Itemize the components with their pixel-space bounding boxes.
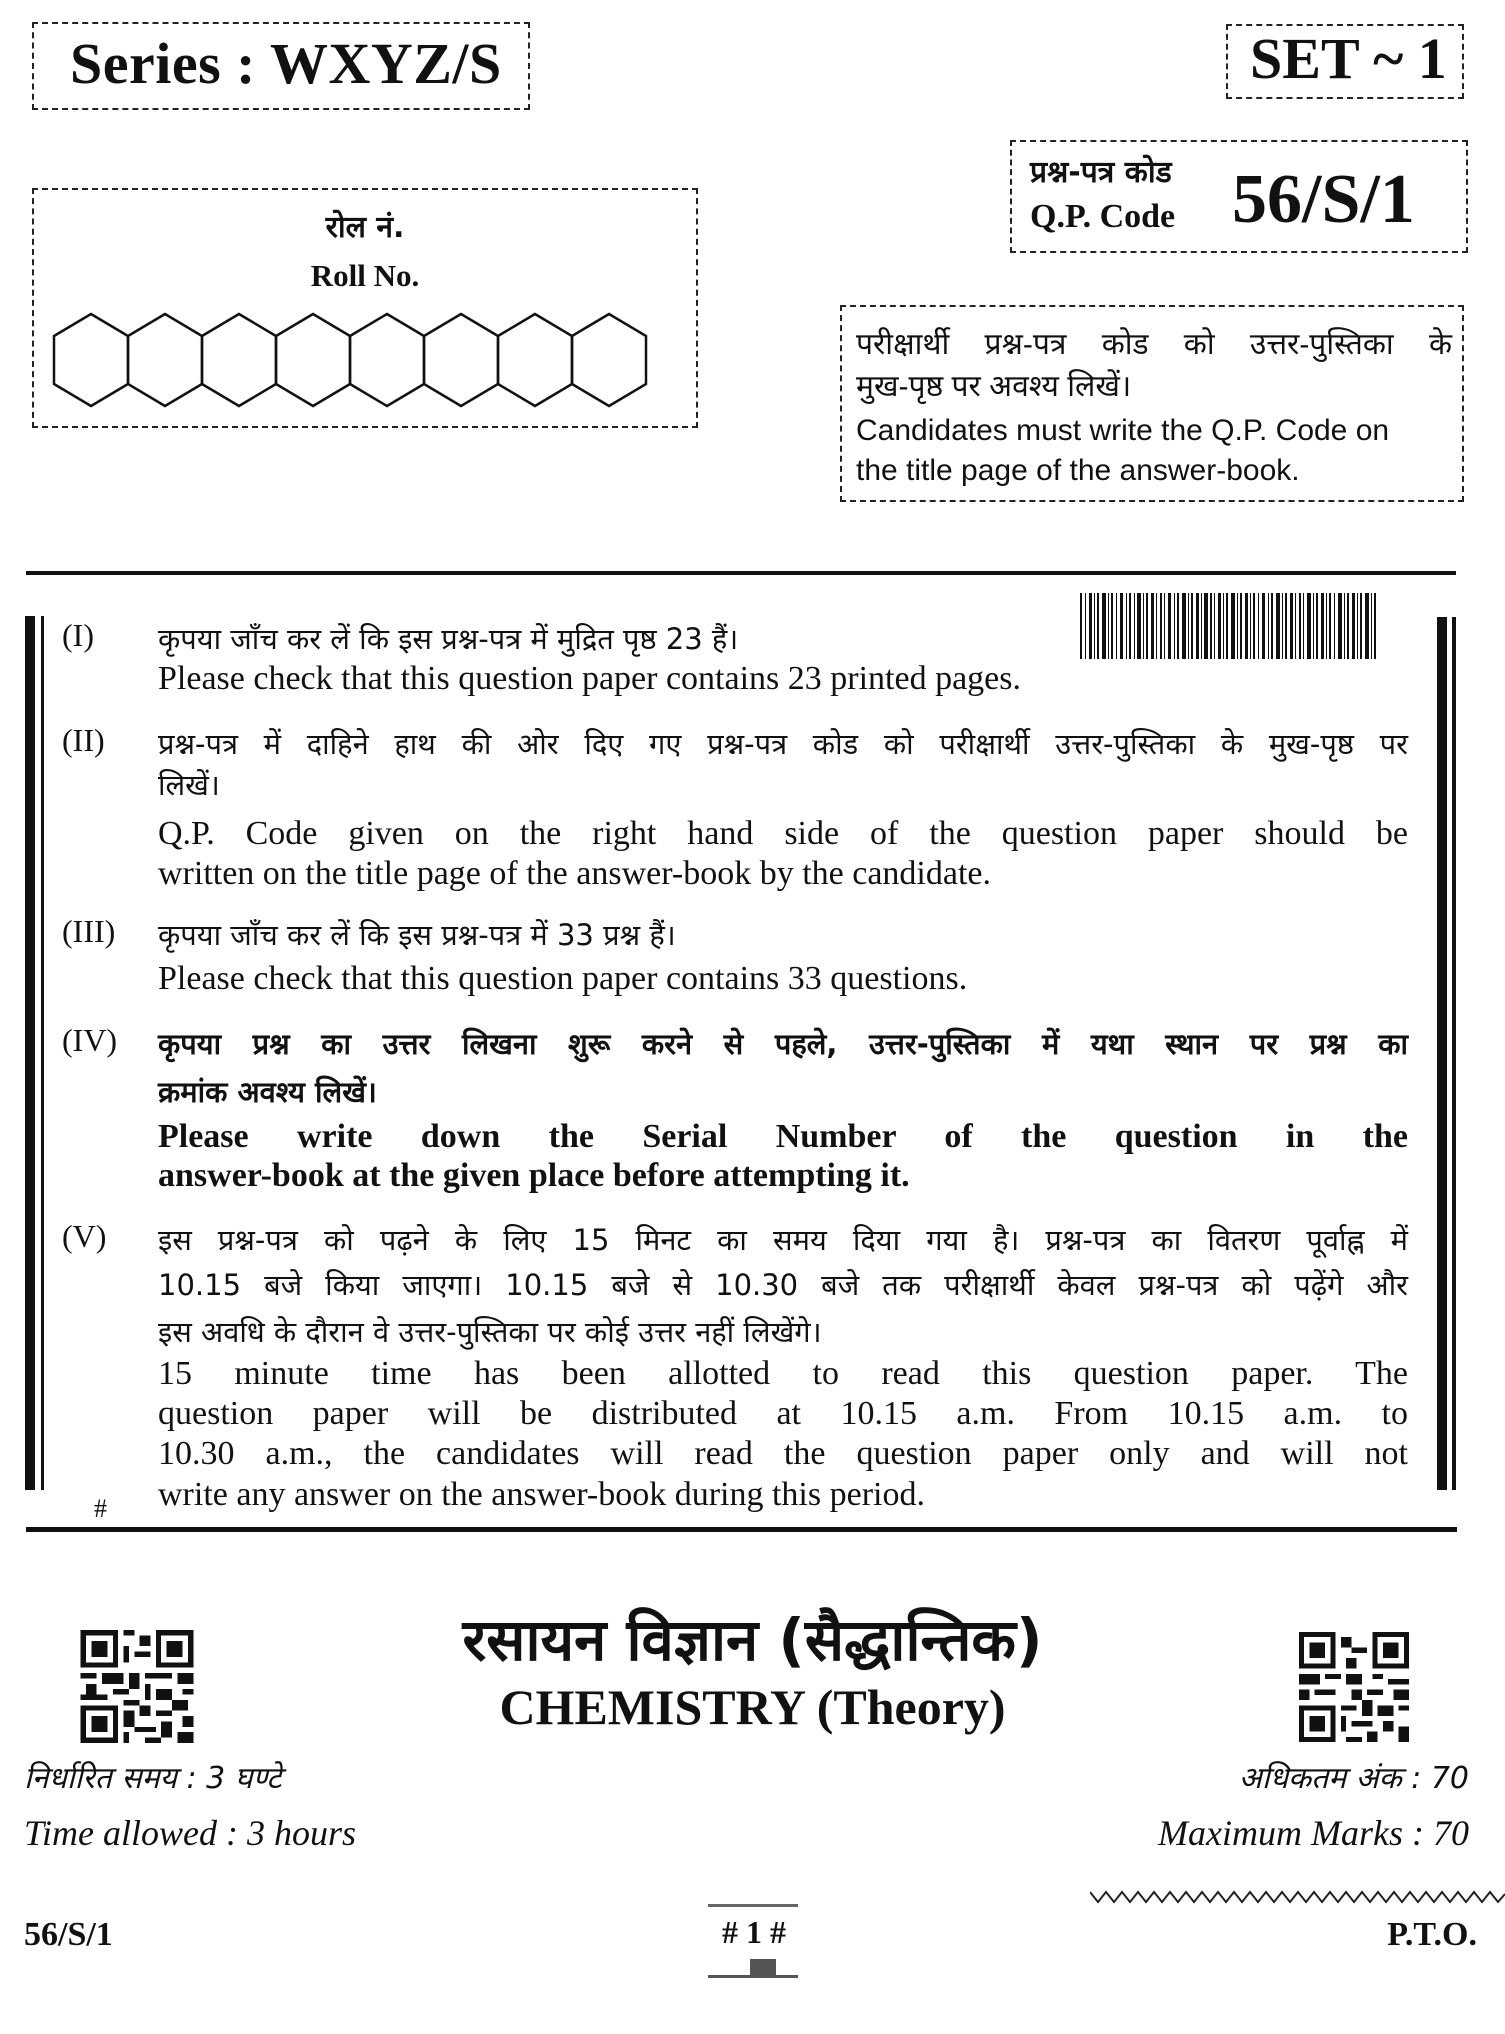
instruction-hindi: प्रश्न-पत्र में दाहिने हाथ की ओर दिए गए प्रश्न-पत्र कोड को परीक्षार्थी उत्तर-पुस्तिका के मुख-पृष्ठ पर	[158, 727, 1408, 761]
time-allowed: Time allowed : 3 hours	[24, 1813, 357, 1853]
instruction-number: (IV)	[62, 1022, 118, 1058]
instruction-hindi: क्रमांक अवश्य लिखें।	[158, 1075, 377, 1109]
instruction-english: written on the title page of the answer-book by the candidate.	[158, 855, 991, 892]
instruction-hindi: कृपया प्रश्न का उत्तर लिखना शुरू करने से पहले, उत्तर-पुस्तिका में यथा स्थान पर प्रश्न का	[158, 1027, 1408, 1061]
instruction-hindi: इस प्रश्न-पत्र को पढ़ने के लिए 15 मिनट का समय दिया गया है। प्रश्न-पत्र का वितरण पूर्वाह्न में	[158, 1223, 1408, 1257]
roll-label-hindi: रोल नं.	[325, 210, 405, 245]
page-number-bottom-line	[708, 1975, 798, 1978]
right-thick-bar	[1437, 617, 1447, 1490]
instruction-english: 10.30 a.m., the candidates will read the question paper only and will not	[158, 1435, 1408, 1472]
zigzag-divider	[1090, 1888, 1505, 1906]
time-allowed-hindi: निर्धारित समय : 3 घण्टे	[24, 1761, 282, 1796]
please-turn-over: P.T.O.	[1387, 1916, 1477, 1953]
instruction-hindi: कृपया जाँच कर लें कि इस प्रश्न-पत्र में मुद्रित पृष्ठ 23 हैं।	[158, 622, 739, 656]
instruction-english: 15 minute time has been allotted to read this question paper. The	[158, 1355, 1408, 1392]
roll-cell[interactable]	[276, 314, 350, 406]
maximum-marks-hindi: अधिकतम अंक : 70	[1238, 1761, 1469, 1796]
qp-code-value: 56/S/1	[1232, 161, 1415, 238]
roll-cell[interactable]	[128, 314, 202, 406]
instruction-english: Please write down the Serial Number of the question in the	[158, 1118, 1408, 1155]
maximum-marks: Maximum Marks : 70	[1158, 1813, 1469, 1853]
roll-cell[interactable]	[202, 314, 276, 406]
left-thick-bar	[25, 616, 35, 1490]
roll-cell[interactable]	[424, 314, 498, 406]
page-number: # 1 #	[722, 1914, 786, 1950]
subject-title: CHEMISTRY (Theory)	[499, 1679, 1006, 1735]
hash-mark: #	[94, 1494, 107, 1523]
instruction-english: answer-book at the given place before attempting it.	[158, 1157, 910, 1194]
instruction-english: write any answer on the answer-book during this period.	[158, 1476, 925, 1513]
roll-number-hexagon-cells[interactable]	[52, 312, 682, 408]
instruction-hindi: इस अवधि के दौरान वे उत्तर-पुस्तिका पर कोई उत्तर नहीं लिखेंगे।	[158, 1315, 822, 1349]
instruction-number: (I)	[62, 617, 94, 653]
qp-code-label: Q.P. Code	[1030, 198, 1176, 235]
roll-cell[interactable]	[350, 314, 424, 406]
instruction-hindi: कृपया जाँच कर लें कि इस प्रश्न-पत्र में 33 प्रश्न हैं।	[158, 918, 676, 952]
instruction-number: (II)	[62, 722, 105, 758]
instruction-number: (III)	[62, 913, 116, 949]
roll-cell[interactable]	[54, 314, 128, 406]
series-label: Series : WXYZ/S	[70, 31, 502, 96]
set-label: SET ~ 1	[1250, 26, 1447, 91]
candidate-note-english-2: the title page of the answer-book.	[856, 454, 1300, 487]
left-thin-bar	[41, 616, 44, 1490]
page-number-top-line	[708, 1904, 798, 1907]
instruction-english: Please check that this question paper contains 33 questions.	[158, 960, 968, 997]
roll-cell[interactable]	[572, 314, 646, 406]
right-thin-bar	[1452, 617, 1456, 1490]
bottom-divider	[26, 1527, 1457, 1532]
instruction-number: (V)	[62, 1218, 107, 1254]
roll-label: Roll No.	[310, 258, 420, 293]
candidate-note-english-1: Candidates must write the Q.P. Code on	[856, 414, 1390, 447]
qp-code-label-hindi: प्रश्न-पत्र कोड	[1030, 155, 1172, 190]
instruction-english: Q.P. Code given on the right hand side of the question paper should be	[158, 815, 1408, 852]
subject-title-hindi: रसायन विज्ञान (सैद्धान्तिक)	[462, 1606, 1043, 1674]
candidate-note-hindi-1: परीक्षार्थी प्रश्न-पत्र कोड को उत्तर-पुस्तिका के	[856, 328, 1452, 361]
footer-qp-code: 56/S/1	[24, 1916, 113, 1953]
candidate-note-hindi-2: मुख-पृष्ठ पर अवश्य लिखें।	[856, 370, 1132, 403]
roll-cell[interactable]	[498, 314, 572, 406]
instruction-english: question paper will be distributed at 10.15 a.m. From 10.15 a.m. to	[158, 1395, 1408, 1432]
top-divider	[26, 571, 1456, 575]
instruction-english: Please check that this question paper contains 23 printed pages.	[158, 660, 1021, 697]
instruction-hindi: 10.15 बजे किया जाएगा। 10.15 बजे से 10.30 बजे तक परीक्षार्थी केवल प्रश्न-पत्र को पढ़ेंगे और	[158, 1268, 1408, 1302]
instruction-hindi: लिखें।	[158, 768, 220, 802]
